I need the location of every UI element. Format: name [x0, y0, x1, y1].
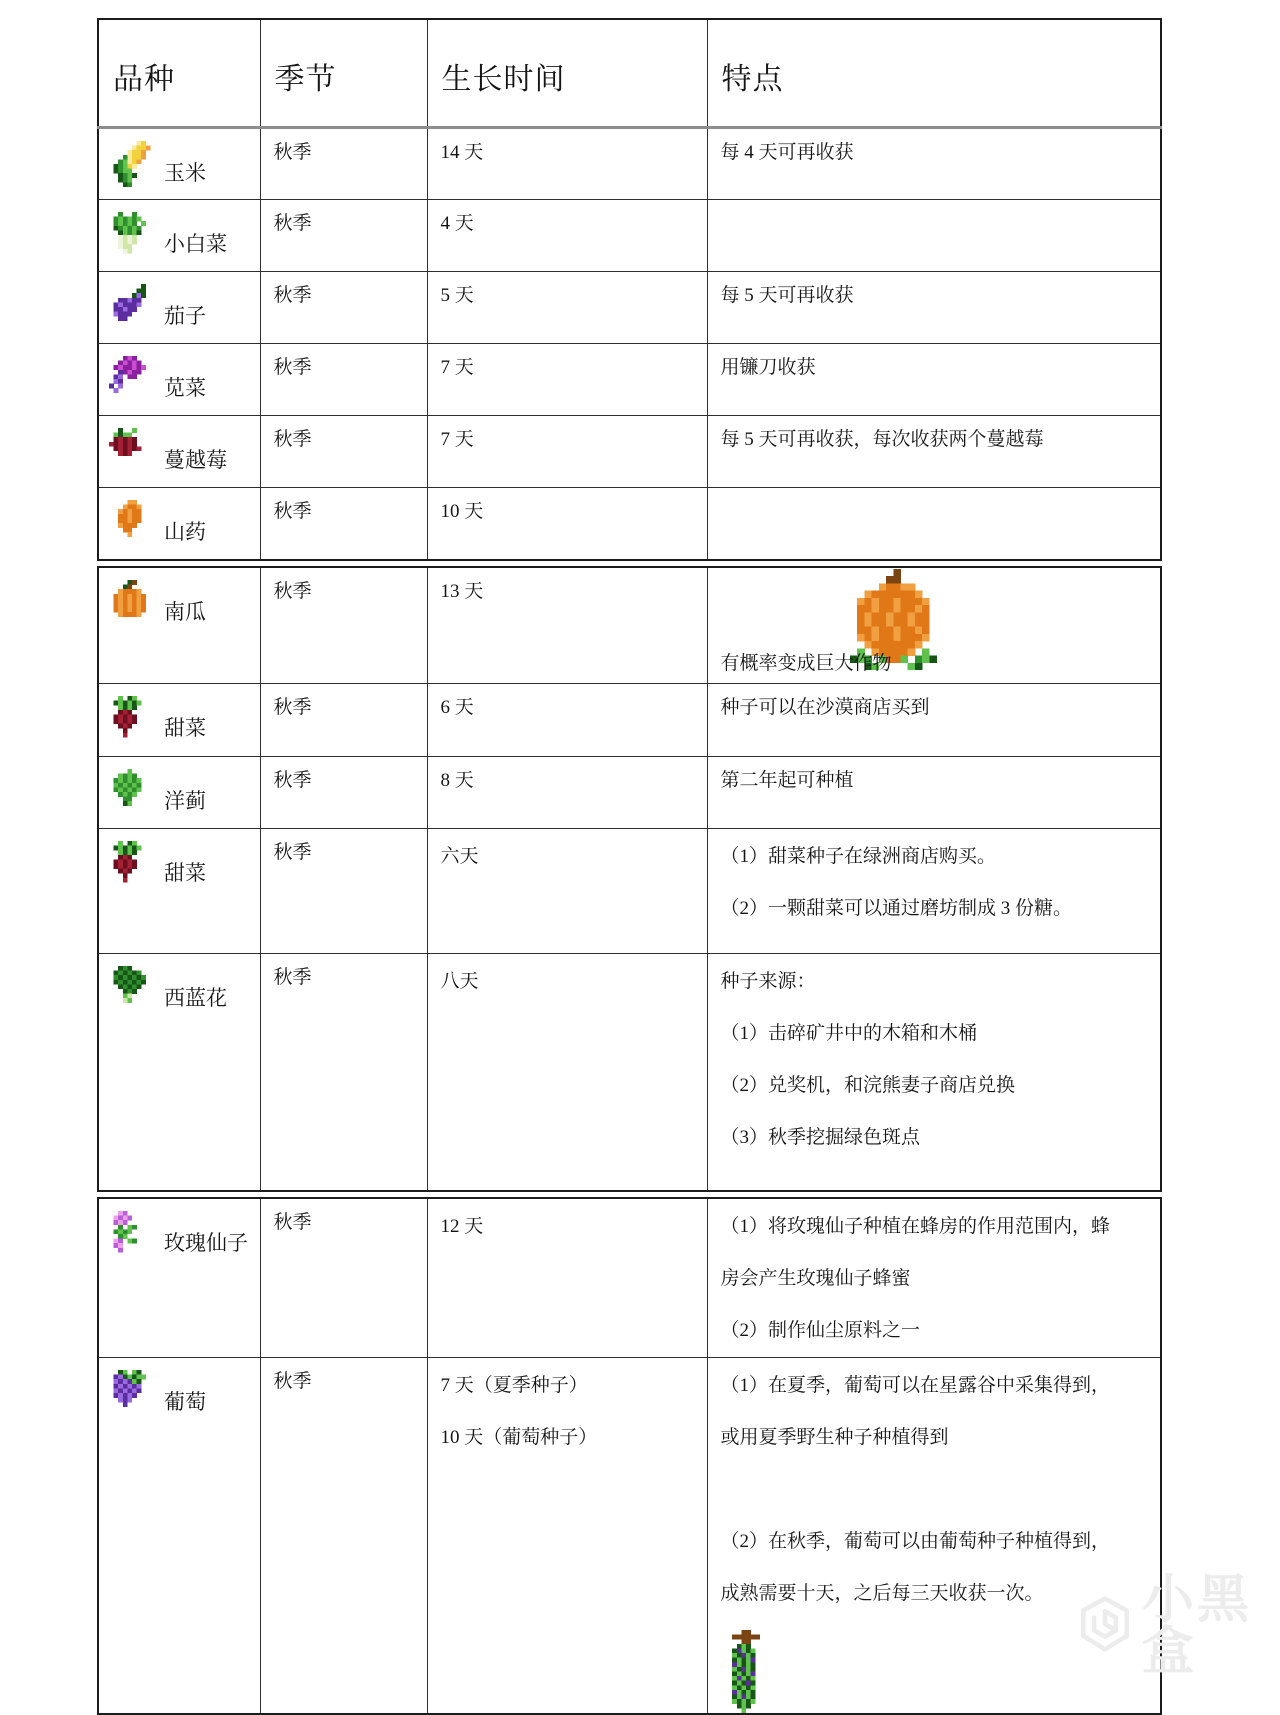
crop-row [98, 567, 1161, 683]
feature-line: 房会产生玫瑰仙子蜂蜜 [720, 1268, 911, 1289]
grow-time-cell [427, 567, 707, 683]
features-cell [707, 1358, 1161, 1715]
feature-line: （2）在秋季，葡萄可以由葡萄种子种植得到， [720, 1531, 1111, 1552]
crop-name-cell [98, 683, 260, 756]
grow-time-line: 14 天 [440, 141, 484, 163]
header-cell-variety: 品种 [98, 19, 260, 127]
corn-icon [109, 141, 155, 187]
crop-name-cell [98, 343, 260, 415]
grow-time-line: 7 天 [440, 356, 474, 378]
grow-time-line: 八天 [440, 970, 479, 992]
crop-name-cell [98, 271, 260, 343]
crop-name-cell [98, 756, 260, 828]
feature-line: 种子可以在沙漠商店买到 [720, 696, 930, 718]
crops-table-section-3 [97, 1197, 1162, 1715]
crop-name: 洋蓟 [164, 788, 206, 813]
grow-time-cell [427, 199, 707, 271]
table-header-row [98, 19, 1161, 127]
crop-name: 小白菜 [164, 231, 227, 256]
features-cell [707, 683, 1161, 756]
feature-line [721, 1464, 1151, 1516]
grow-time-line: 10 天 [440, 500, 484, 522]
artichoke-icon [109, 769, 155, 815]
features-cell [707, 271, 1161, 343]
season-cell: 秋季 [260, 828, 427, 953]
header-cell-features: 特点 [707, 19, 1161, 127]
beet-icon [109, 696, 155, 742]
crop-row [98, 127, 1161, 199]
crop-row [98, 199, 1161, 271]
grow-time-cell [427, 487, 707, 560]
crop-name-cell [98, 567, 260, 683]
season-cell: 秋季 [260, 567, 427, 683]
watermark-text: 小黑盒 [1142, 1571, 1253, 1681]
yam-icon [109, 500, 155, 546]
crops-table-section-2 [97, 566, 1162, 1192]
grow-time-line: 7 天（夏季种子） [440, 1375, 588, 1396]
grow-time-cell [427, 953, 707, 1191]
season-cell: 秋季 [260, 343, 427, 415]
grow-time-cell [427, 1198, 707, 1358]
features-cell [707, 567, 1161, 683]
feature-line: 每 5 天可再收获 [720, 284, 854, 306]
beet-icon [109, 841, 155, 887]
grow-time-line: 六天 [440, 845, 479, 867]
grow-time-cell [427, 271, 707, 343]
features-cell [707, 127, 1161, 199]
crop-name: 玫瑰仙子 [164, 1231, 248, 1255]
grow-time-cell [427, 828, 707, 953]
feature-line: （1）将玫瑰仙子种植在蜂房的作用范围内，蜂 [720, 1216, 1111, 1237]
grow-time-line: 8 天 [440, 769, 474, 791]
feature-line: 成熟需要十天，之后每三天收获一次。 [720, 1583, 1044, 1604]
crop-name: 蔓越莓 [164, 447, 227, 472]
header-cell-growtime: 生长时间 [427, 19, 707, 127]
season-cell: 秋季 [260, 415, 427, 487]
feature-line: （2）兑奖机，和浣熊妻子商店兑换 [720, 1074, 1016, 1096]
crop-name-cell [98, 487, 260, 560]
grow-time-cell [427, 415, 707, 487]
features-cell [707, 828, 1161, 953]
grow-time-cell [427, 1358, 707, 1715]
cranberry-icon [109, 428, 155, 474]
season-cell: 秋季 [260, 487, 427, 560]
crop-row [98, 415, 1161, 487]
crop-row [98, 683, 1161, 756]
crop-row [98, 953, 1161, 1191]
crop-row [98, 487, 1161, 560]
grow-time-line: 6 天 [440, 696, 474, 718]
feature-line: 或用夏季野生种子种植得到 [720, 1427, 949, 1448]
fairyrose-icon [109, 1211, 155, 1257]
season-cell: 秋季 [260, 683, 427, 756]
crop-name: 葡萄 [164, 1390, 206, 1414]
crop-name: 甜菜 [164, 860, 206, 885]
season-cell: 秋季 [260, 1198, 427, 1358]
feature-line: 每 5 天可再收获，每次收获两个蔓越莓 [720, 428, 1044, 450]
feature-line: （3）秋季挖掘绿色斑点 [720, 1126, 921, 1148]
broccoli-icon [109, 966, 155, 1012]
features-cell [707, 1198, 1161, 1358]
grow-time-line: 12 天 [440, 1216, 484, 1237]
grow-time-line: 10 天（葡萄种子） [440, 1427, 598, 1448]
crop-row [98, 756, 1161, 828]
crop-row [98, 1358, 1161, 1715]
features-cell [707, 199, 1161, 271]
features-cell [707, 415, 1161, 487]
crop-name-cell [98, 127, 260, 199]
grow-time-cell [427, 343, 707, 415]
amaranth-icon [109, 356, 155, 402]
season-cell: 秋季 [260, 127, 427, 199]
crops-document [97, 18, 1160, 1715]
crop-name: 玉米 [164, 160, 206, 185]
crop-row [98, 828, 1161, 953]
bokchoy-icon [109, 212, 155, 258]
crop-row [98, 1198, 1161, 1358]
grow-time-line: 4 天 [440, 212, 474, 234]
crop-name-cell [98, 828, 260, 953]
crops-table-section-1 [97, 18, 1162, 561]
grow-time-cell [427, 683, 707, 756]
feature-line: 每 4 天可再收获 [720, 141, 854, 163]
crop-name-cell [98, 953, 260, 1191]
season-cell: 秋季 [260, 1358, 427, 1715]
season-cell: 秋季 [260, 756, 427, 828]
eggplant-icon [109, 284, 155, 330]
feature-line: （1）甜菜种子在绿洲商店购买。 [720, 845, 997, 867]
crop-name-cell [98, 1358, 260, 1715]
grape-trellis-image [723, 1630, 1151, 1713]
feature-line: 有概率变成巨大作物 [720, 652, 892, 674]
grow-time-cell [427, 127, 707, 199]
grow-time-line: 5 天 [440, 284, 474, 306]
crop-name: 南瓜 [164, 600, 206, 624]
pumpkin-icon [109, 580, 155, 626]
crop-name: 苋菜 [164, 375, 206, 400]
crop-name: 山药 [164, 519, 206, 544]
crop-name-cell [98, 415, 260, 487]
features-cell [707, 343, 1161, 415]
grow-time-line: 7 天 [440, 428, 474, 450]
crop-row [98, 343, 1161, 415]
crop-row [98, 271, 1161, 343]
features-cell [707, 756, 1161, 828]
features-cell [707, 487, 1161, 560]
crop-name-cell [98, 199, 260, 271]
crop-name: 西蓝花 [164, 985, 227, 1010]
season-cell: 秋季 [260, 953, 427, 1191]
feature-line: （1）击碎矿井中的木箱和木桶 [720, 1022, 978, 1044]
grow-time-line: 13 天 [440, 581, 484, 602]
crop-name-cell [98, 1198, 260, 1358]
feature-line: 种子来源： [720, 970, 816, 992]
crop-name: 茄子 [164, 303, 206, 328]
grow-time-cell [427, 756, 707, 828]
feature-line: （2）一颗甜菜可以通过磨坊制成 3 份糖。 [720, 897, 1073, 919]
feature-line: （1）在夏季，葡萄可以在星露谷中采集得到， [720, 1375, 1111, 1396]
feature-line: （2）制作仙尘原料之一 [720, 1320, 921, 1341]
season-cell: 秋季 [260, 199, 427, 271]
header-cell-season: 季节 [260, 19, 427, 127]
season-cell: 秋季 [260, 271, 427, 343]
features-cell [707, 953, 1161, 1191]
crop-name: 甜菜 [164, 715, 206, 740]
feature-line: 用镰刀收获 [720, 356, 816, 378]
feature-line: 第二年起可种植 [720, 769, 854, 791]
grape-icon [109, 1370, 155, 1416]
